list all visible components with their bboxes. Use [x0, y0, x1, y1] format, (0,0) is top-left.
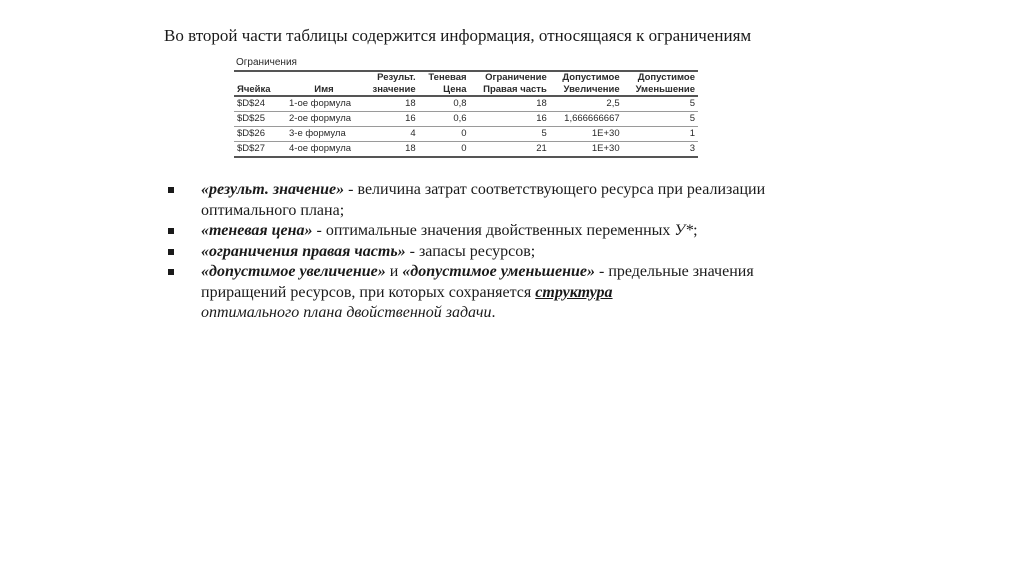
header-cell: Ячейка [237, 83, 271, 95]
term: «результ. значение» [201, 181, 345, 198]
table-cell: 0 [419, 127, 470, 142]
table-cell: $D$25 [234, 112, 286, 127]
table-header-row-top [234, 71, 698, 84]
header-cell [234, 71, 286, 84]
term: «допустимое уменьшение» [402, 263, 595, 280]
definition: - запасы ресурсов; [405, 242, 536, 260]
table-row [234, 127, 698, 142]
bullet-marker-icon [168, 249, 174, 255]
table-header-row-bottom [234, 84, 698, 97]
definition: - предельные значения приращений ресурсов, при которых сохраняется [201, 263, 754, 301]
table-cell: $D$27 [234, 142, 286, 158]
punctuation: ; [693, 222, 698, 239]
bullet-item [168, 180, 808, 221]
table-cell: 3-е формула [286, 127, 362, 142]
definition-tail: оптимального плана двойственной задачи [201, 304, 492, 321]
header-cell: Уменьшение [635, 83, 695, 95]
table-cell: 5 [470, 127, 550, 142]
punctuation: . [491, 304, 496, 321]
table-cell: 16 [470, 112, 550, 127]
bullet-item [168, 221, 808, 242]
table-row [234, 112, 698, 127]
table-cell: 3 [623, 142, 698, 158]
table-cell: 1,666666667 [550, 112, 623, 127]
header-cell: Имя [314, 83, 334, 95]
bullet-item [168, 242, 808, 263]
definition: - оптимальные значения двойственных переменных [312, 222, 675, 239]
table-row [234, 142, 698, 158]
table-cell: 16 [362, 112, 419, 127]
table-cell: 1-ое формула [286, 96, 362, 112]
table-caption: Ограничения [236, 57, 297, 68]
header-cell: Теневая [428, 72, 467, 83]
table-cell: 1E+30 [550, 142, 623, 158]
bullet-marker-icon [168, 269, 174, 275]
definition: - величина затрат соответствующего ресурса при реализации оптимального плана; [201, 181, 766, 219]
header-cell: Допустимое [637, 72, 695, 83]
table-row [234, 96, 698, 112]
table-cell: 2,5 [550, 96, 623, 112]
table-cell: 4-ое формула [286, 142, 362, 158]
constraints-table-image [234, 57, 700, 158]
table-cell: $D$24 [234, 96, 286, 112]
header-cell: Результ. [377, 72, 416, 83]
bullet-marker-icon [168, 187, 174, 193]
header-cell: Цена [443, 83, 467, 95]
table-cell: 0 [419, 142, 470, 158]
table-cell: 2-ое формула [286, 112, 362, 127]
header-cell: значение [372, 83, 416, 95]
term: «теневая цена» [201, 222, 313, 239]
table-cell: 1E+30 [550, 127, 623, 142]
table-cell: 0,6 [419, 112, 470, 127]
header-cell: Увеличение [563, 83, 620, 95]
table-cell: $D$26 [234, 127, 286, 142]
constraints-table [234, 70, 698, 158]
header-cell: Допустимое [562, 72, 620, 83]
page-heading: Во второй части таблицы содержится информация, относящаяся к ограничениям [164, 26, 752, 45]
term: «допустимое увеличение» [201, 263, 386, 280]
table-cell: 21 [470, 142, 550, 158]
table-cell: 0,8 [419, 96, 470, 112]
conjunction: и [385, 263, 403, 280]
header-cell: Правая часть [483, 83, 547, 95]
dual-variable: У* [674, 222, 694, 239]
table-cell: 18 [362, 142, 419, 158]
table-cell: 1 [623, 127, 698, 142]
emphasis-structure: структура [535, 283, 613, 301]
table-cell: 4 [362, 127, 419, 142]
table-cell: 5 [623, 112, 698, 127]
bullet-list [168, 180, 808, 324]
term: «ограничения правая часть» [201, 242, 406, 260]
bullet-marker-icon [168, 228, 174, 234]
table-cell: 18 [470, 96, 550, 112]
header-cell: Ограничение [485, 72, 547, 83]
table-cell: 5 [623, 96, 698, 112]
bullet-item [168, 262, 808, 324]
header-cell [286, 71, 362, 84]
table-cell: 18 [362, 96, 419, 112]
